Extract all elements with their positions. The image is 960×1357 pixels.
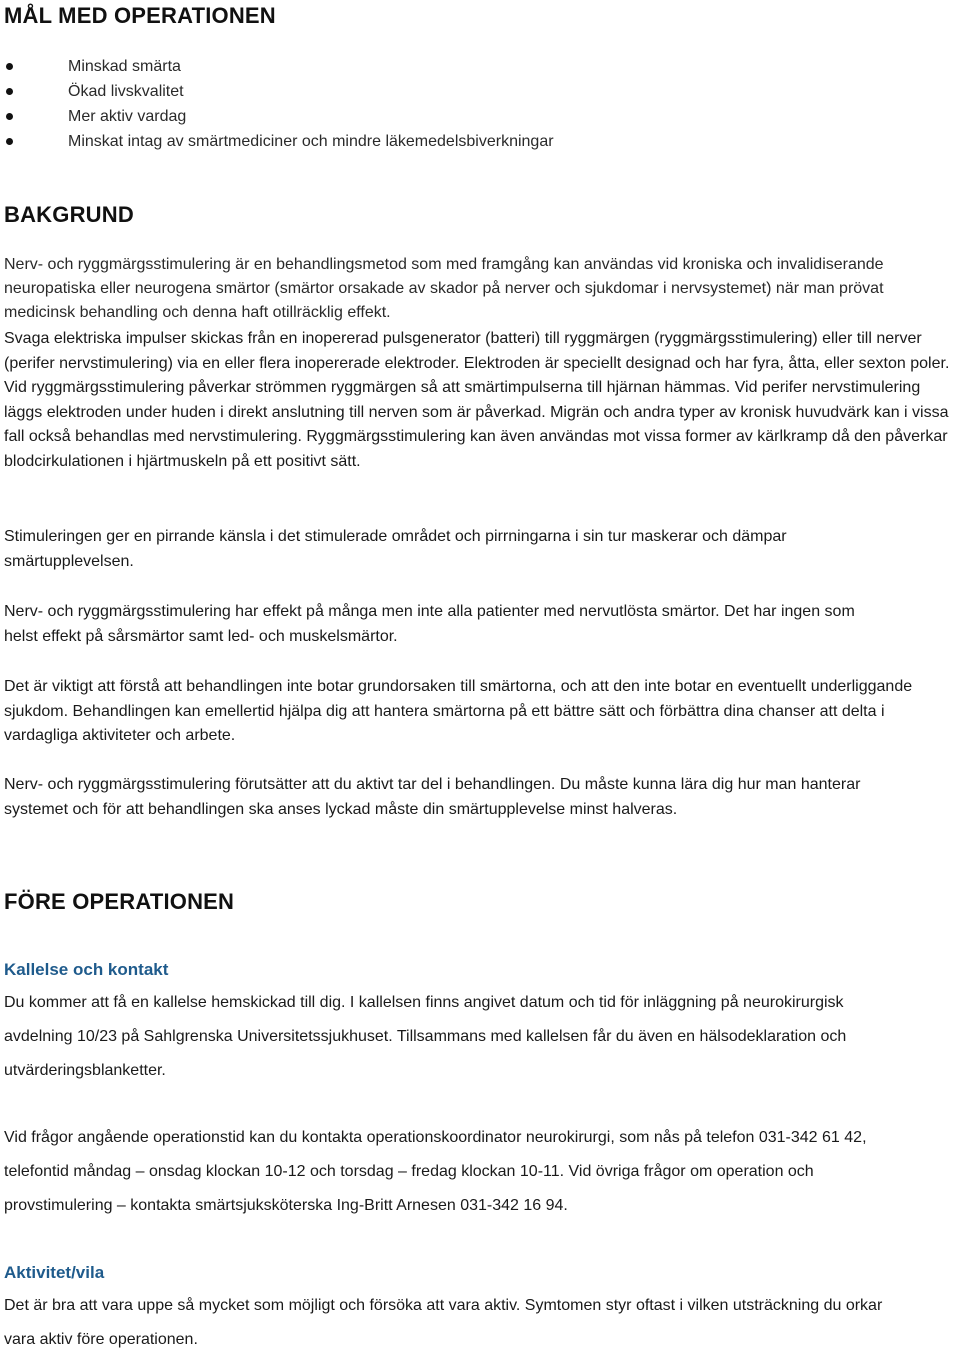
before-heading: FÖRE OPERATIONEN bbox=[4, 889, 235, 914]
background-participation bbox=[4, 773, 914, 822]
list-item-text: Minskat intag av smärtmediciner och mindre läkemedelsbiverkningar bbox=[68, 133, 554, 150]
background-cause bbox=[4, 675, 960, 749]
background-stimulation bbox=[4, 525, 904, 574]
list-item-text: Minskad smärta bbox=[68, 58, 181, 75]
bullet-icon bbox=[6, 63, 13, 70]
list-item bbox=[4, 54, 944, 79]
background-para-6: Nerv- och ryggmärgsstimulering förutsätter att du aktivt tar del i behandlingen. Du måste kunna lära dig hur man hanterar systemet och för att behandlingen ska anses lyckad måste din smärtupplevelse minst halveras. bbox=[4, 776, 861, 818]
aktivitet-para-1: Det är bra att vara uppe så mycket som möjligt och försöka att vara aktiv. Symtomen styr oftast i vilken utsträckning du orkar vara aktiv före operationen. bbox=[4, 1297, 883, 1348]
bullet-icon bbox=[6, 88, 13, 95]
goals-list bbox=[4, 54, 944, 154]
list-item bbox=[4, 79, 944, 104]
subheading-aktivitet: Aktivitet/vila bbox=[4, 1263, 105, 1282]
background-para-4: Nerv- och ryggmärgsstimulering har effekt på många men inte alla patienter med nervutlösta smärtor. Det har ingen som helst effekt på sårsmärtor samt led- och muskelsmärtor. bbox=[4, 603, 855, 645]
list-item bbox=[4, 129, 944, 154]
subheading-kallelse: Kallelse och kontakt bbox=[4, 960, 169, 979]
background-effect bbox=[4, 600, 884, 649]
background-para-3: Stimuleringen ger en pirrande känsla i det stimulerade området och pirrningarna i sin tur maskerar och dämpar smärtupplevelsen. bbox=[4, 528, 787, 570]
background-body bbox=[4, 327, 956, 474]
goals-heading: MÅL MED OPERATIONEN bbox=[4, 3, 276, 28]
aktivitet-body bbox=[4, 1289, 884, 1357]
kallelse-body bbox=[4, 986, 914, 1088]
list-item-text: Mer aktiv vardag bbox=[68, 108, 187, 125]
background-heading: BAKGRUND bbox=[4, 202, 134, 227]
background-para-2: Svaga elektriska impulser skickas från en inopererad pulsgenerator (batteri) till ryggmärgen (ryggmärgsstimulering) eller till nerver (perifer nervstimulering) via en eller flera inopererade elektroder. Elektroden är speciellt designad och har fyra, åtta, eller sexton poler. Vid ryggmärgsstimulering påverkar strömmen ryggmärgen så att smärtimpulserna till hjärnan hämmas. Vid perifer nervstimulering läggs elektroden under huden i direkt anslutning till nerven som är påverkad. Migrän och andra typer av kronisk huvudvärk kan i vissa fall också behandlas med nervstimulering. Ryggmärgsstimulering kan även användas mot vissa former av kärlkramp då den påverkar blodcirkulationen i hjärtmuskeln på ett positivt sätt. bbox=[4, 330, 950, 470]
list-item-text: Ökad livskvalitet bbox=[68, 83, 184, 100]
kallelse-contact bbox=[4, 1121, 909, 1223]
background-para-5: Det är viktigt att förstå att behandlingen inte botar grundorsaken till smärtorna, och att den inte botar en eventuellt underliggande sjukdom. Behandlingen kan emellertid hjälpa dig att hantera smärtorna på ett bättre sätt och förbättra dina chanser att delta i vardagliga aktiviteter och arbete. bbox=[4, 678, 913, 744]
list-item bbox=[4, 104, 944, 129]
background-intro bbox=[4, 253, 952, 325]
bullet-icon bbox=[6, 138, 13, 145]
kallelse-para-2: Vid frågor angående operationstid kan du kontakta operationskoordinator neurokirurgi, som nås på telefon 031-342 61 42, telefontid måndag – onsdag klockan 10-12 och torsdag – fredag klockan 10-11. Vid övriga frågor om operation och provstimulering – kontakta smärtsjuksköterska Ing-Britt Arnesen 031-342 16 94. bbox=[4, 1129, 867, 1214]
bullet-icon bbox=[6, 113, 13, 120]
kallelse-para-1: Du kommer att få en kallelse hemskickad till dig. I kallelsen finns angivet datum och tid för inläggning på neurokirurgisk avdelning 10/23 på Sahlgrenska Universitetssjukhuset. Tillsammans med kallelsen får du även en hälsodeklaration och utvärderingsblanketter. bbox=[4, 994, 847, 1079]
background-para-1: Nerv- och ryggmärgsstimulering är en behandlingsmetod som med framgång kan användas vid kroniska och invalidiserande neuropatiska eller neurogena smärtor (smärtor orsakade av skador på nerver och sjukdomar i nervsystemet) när man prövat medicinsk behandling och denna haft otillräcklig effekt. bbox=[4, 256, 884, 321]
